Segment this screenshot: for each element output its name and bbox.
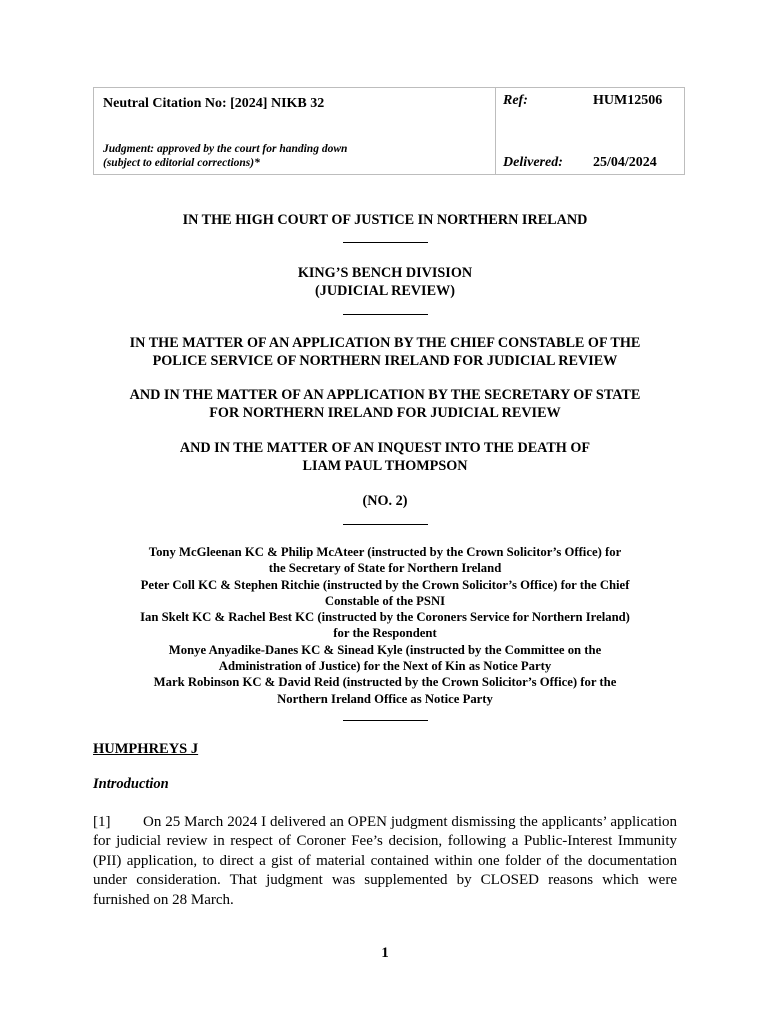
division-line2: (JUDICIAL REVIEW) xyxy=(315,283,455,299)
counsel-line: Peter Coll KC & Stephen Ritchie (instructed by the Crown Solicitor’s Office) for the Chief xyxy=(140,577,630,592)
matter-chief-constable xyxy=(60,334,710,370)
counsel-line: Ian Skelt KC & Rachel Best KC (instructed by the Coroners Service for Northern Ireland) xyxy=(140,610,630,625)
citation-header-box xyxy=(93,87,685,175)
paragraph-number: [1] xyxy=(93,814,111,830)
counsel-line: the Secretary of State for Northern Ireland xyxy=(268,561,502,576)
ref-value: HUM12506 xyxy=(593,93,663,108)
separator-rule xyxy=(343,524,428,525)
section-heading: Introduction xyxy=(93,776,169,792)
approval-note xyxy=(103,142,347,170)
matter-line1: AND IN THE MATTER OF AN APPLICATION BY THE SECRETARY OF STATE xyxy=(129,387,641,403)
division-line1: KING’S BENCH DIVISION xyxy=(297,265,473,281)
separator-rule xyxy=(343,242,428,243)
counsel-list xyxy=(60,544,710,707)
matter-inquest xyxy=(60,439,710,475)
case-number: (NO. 2) xyxy=(362,493,408,509)
matter-line2: LIAM PAUL THOMPSON xyxy=(302,458,468,474)
paragraph-text: On 25 March 2024 I delivered an OPEN judgment dismissing the applicants’ application for judicial review in respect of Coroner Fee’s decision, following a Public-Interest Immunity (PII) application, to direct a gist of material contained within one folder of the documentation under consideration. That judgment was supplemented by CLOSED reasons which were furnished on 28 March. xyxy=(93,814,677,908)
counsel-line: for the Respondent xyxy=(333,626,437,641)
counsel-line: Constable of the PSNI xyxy=(324,593,446,608)
counsel-line: Mark Robinson KC & David Reid (instructed by the Crown Solicitor’s Office) for the xyxy=(153,675,617,690)
matter-line2: POLICE SERVICE OF NORTHERN IRELAND FOR JUDICIAL REVIEW xyxy=(152,353,618,369)
matter-secretary-of-state xyxy=(60,386,710,422)
judge-name: HUMPHREYS J xyxy=(93,741,199,757)
division-title xyxy=(60,264,710,300)
approval-note-line2: (subject to editorial corrections)* xyxy=(103,157,260,169)
counsel-line: Monye Anyadike-Danes KC & Sinead Kyle (instructed by the Committee on the xyxy=(168,642,602,657)
matter-line2: FOR NORTHERN IRELAND FOR JUDICIAL REVIEW xyxy=(209,405,561,421)
counsel-line: Northern Ireland Office as Notice Party xyxy=(277,691,493,706)
approval-note-line1: Judgment: approved by the court for handing down xyxy=(103,143,348,155)
counsel-line: Administration of Justice) for the Next of Kin as Notice Party xyxy=(218,659,552,674)
matter-line1: AND IN THE MATTER OF AN INQUEST INTO THE DEATH OF xyxy=(179,440,591,456)
delivered-date: 25/04/2024 xyxy=(593,155,657,170)
court-title: IN THE HIGH COURT OF JUSTICE IN NORTHERN IRELAND xyxy=(182,212,588,228)
header-divider xyxy=(495,88,496,174)
delivered-label: Delivered: xyxy=(503,155,563,170)
neutral-citation: Neutral Citation No: [2024] NIKB 32 xyxy=(103,96,325,111)
paragraph-1 xyxy=(93,813,677,910)
separator-rule xyxy=(343,314,428,315)
counsel-line: Tony McGleenan KC & Philip McAteer (instructed by the Crown Solicitor’s Office) for xyxy=(148,545,622,559)
page-number: 1 xyxy=(381,945,389,961)
matter-line1: IN THE MATTER OF AN APPLICATION BY THE CHIEF CONSTABLE OF THE xyxy=(129,335,641,351)
separator-rule xyxy=(343,720,428,721)
ref-label: Ref: xyxy=(503,93,528,108)
